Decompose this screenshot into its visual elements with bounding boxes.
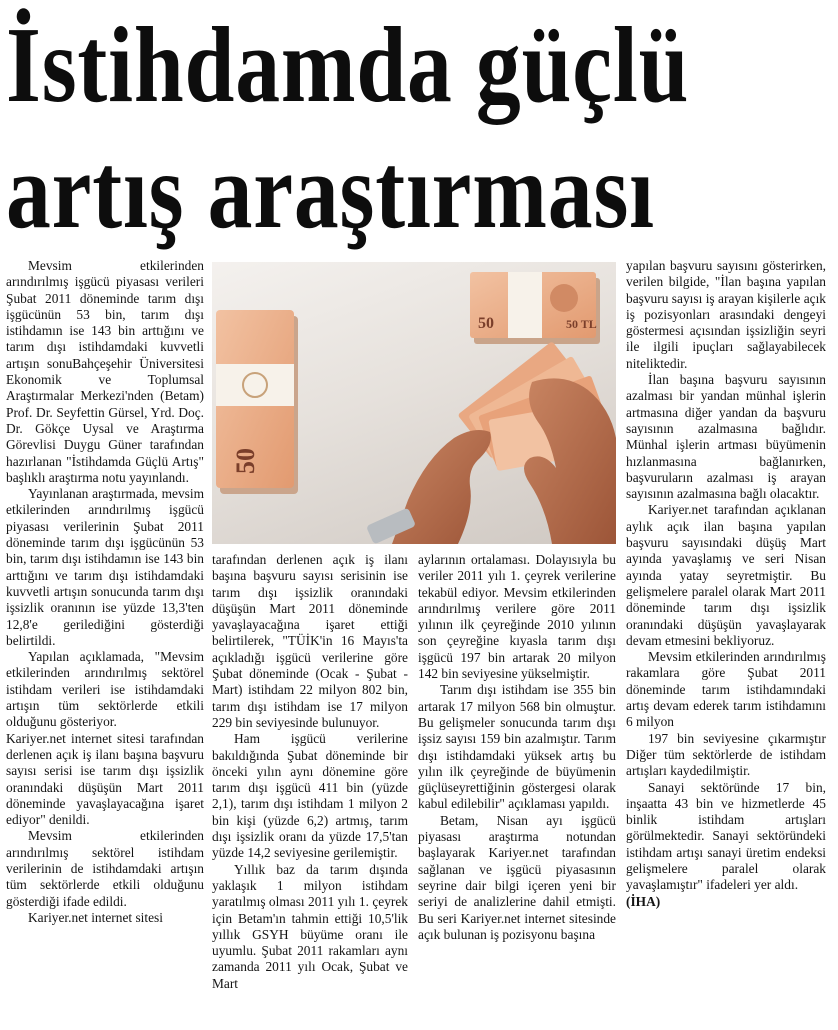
paragraph: Yıllık baz da tarım dışında yaklaşık 1 milyon istihdam yaratılmış olması 2011 yılı 1. çeyrek için Betam'ın tahmin ettiği 10,5'lik yıllık GSYH büyüme oranı ile uyumlu. Şubat 2011 rakamları aynı zamanda 2011 yılı Ocak, Şubat ve Mart bbox=[212, 861, 408, 991]
note-short-label: 50 TL bbox=[566, 317, 597, 331]
paragraph: 197 bin seviyesine çıkarmıştır Diğer tüm sektörlerde de istihdam artışları kaydedilmiştir. bbox=[626, 730, 826, 779]
headline-line-2: artış araştırması bbox=[6, 132, 655, 251]
note-denomination-label: 50 bbox=[231, 448, 260, 474]
paragraph: yapılan başvuru sayısını gösterirken, verilen bilgide, "İlan başına yapılan başvuru sayısı iş arayan kişilerle açık iş pozisyonları arasındaki dengeyi göstermesi açısından işsizliğin seyri ile ilgili ipuçları sağlayabilecek niteliktedir. bbox=[626, 258, 826, 371]
money-counting-photo bbox=[212, 262, 616, 544]
paragraph: İlan başına başvuru sayısının azalması bir yandan münhal işlerin artmasına diğer yandan da başvuru sayısının azalmasına bağlıdır. Münhal işlerin artması büyümenin hızlanmasına bağlanırken, başvuruların azalması iş arayan sayısının azalmasına bağlı olacaktır. bbox=[626, 372, 826, 502]
paragraph: Ham işgücü verilerine bakıldığında Şubat döneminde bir önceki yılın aynı dönemine göre tarım dışı işgücü 411 bin (yüzde 2,1), tarım dışı istihdam 1 milyon 2 bin kişi (yüzde 6,2) artmış, tarım dışı işsizlik oranı da yüzde 17,5'tan yüzde 14,2 seviyesine gerilemiştir. bbox=[212, 731, 408, 861]
paragraph: Mevsim etkilerinden arındırılmış sektörel istihdam verilerinin de istihdamdaki artışın tüm sektörlerde etkili olduğunu gösterdiği ifade edildi. bbox=[6, 828, 204, 909]
article-column-2 bbox=[212, 552, 408, 1028]
paragraph: Kariyer.net internet sitesi bbox=[28, 909, 163, 925]
paragraph: Sanayi sektöründe 17 bin, inşaatta 43 bin ve hizmetlerde 45 binlik istihdam artışları görülmektedir. Sanayi sektöründeki istihdam artışı sanayi üretim endeksi gelişmelere paralel olarak yavaşlamıştır" ifadeleri yer aldı. bbox=[626, 779, 826, 893]
article-column-3 bbox=[418, 552, 616, 1028]
paragraph: tarafından derlenen açık iş ilanı başına başvuru sayısı serisinin ise tarım dışı işsizlik oranındaki düşüşün Mart 2011 döneminde yavaşlayacağına işaret ettiği belirtilerek, "TÜİK'in 16 Mayıs'ta açıkladığı işgücü verilerine göre Şubat döneminde (Ocak - Şubat - Mart) istihdam 22 milyon 802 bin, tarım dışı istihdam ise 17 milyon 229 bin seviyesinde bulunuyor. bbox=[212, 552, 408, 730]
paragraph: aylarının ortalaması. Dolayısıyla bu veriler 2011 yılı 1. çeyrek verilerine tekabül ediyor. Mevsim etkilerinden arındırılmış verilere göre 2011 yılının ilk çeyreğinde 2010 yılının son çeyreğine kıyasla tarım dışı işgücü 197 bin artarak 20 milyon 142 bin seviyesine yükselmiştir. bbox=[418, 552, 616, 682]
article-column-1 bbox=[6, 258, 204, 1028]
note-denomination-label: 50 bbox=[478, 315, 494, 332]
left-banknote-stack bbox=[216, 310, 298, 494]
article-column-4 bbox=[626, 258, 826, 1028]
banknotes-illustration bbox=[212, 262, 616, 544]
paragraph: Betam, Nisan ayı işgücü piyasası araştırma notundan başlayarak Kariyer.net tarafından sağlanan ve işgücü piyasasının seyrine dair bilgi içeren yeni bir seriyi de analizlerine dahil etmişti. Bu seri Kariyer.net internet sitesinde açık bulunan iş pozisyonu başına bbox=[418, 812, 616, 942]
headline-line-1: İstihdamda güçlü bbox=[6, 6, 690, 125]
paragraph: Tarım dışı istihdam ise 355 bin artarak 17 milyon 568 bin olmuştur. Bu gelişmeler sonucunda tarım dışı işsiz sayısı 159 bin azalmıştır. Tarım dışı istihdamdaki yüksek artış bu yılın ilk çeyreğinde de büyümenin güçlüseyrettiğinin göstergesi olarak kabul edilebilir" açıklaması yapıldı. bbox=[418, 682, 616, 812]
paragraph: Mevsim etkilerinden arındırılmış işgücü piyasası verileri Şubat 2011 döneminde tarım dışı işgücünün 53 bin, tarım dışı istihdamın ise 143 bin arttığını ve tarım dışı istihdamdaki kuvvetli artışın sonuBahçeşehir Üniversitesi Ekonomik ve Toplumsal Araştırmalar Merkezi'nden (Betam) Prof. Dr. Seyfettin Gürsel, Yrd. Doç. Dr. Gökçe Uysal ve Araştırma Görevlisi Duygu Güner tarafından hazırlanan "İstihdamda Güçlü Artış" başlıklı araştırma notu yayınlandı. bbox=[6, 258, 204, 485]
paragraph: Kariyer.net tarafından açıklanan aylık açık ilan başına yapılan başvuru sayısındaki düşüş Mart ayında yavaşlamış ve seri Nisan ayında yatay seyretmiştir. Bu gelişmelere paralel olarak Mart 2011 döneminde tarım dışı işsizlik oranındaki düşüşün yavaşlayarak devam etmesini bekliyoruz. bbox=[626, 502, 826, 648]
byline: (İHA) bbox=[626, 893, 661, 909]
paragraph: Yayınlanan araştırmada, mevsim etkilerinden arındırılmış işgücü piyasası verilerinin Şubat 2011 döneminde tarım dışı işgücünün 53 bin, tarım dışı istihdamın ise 143 bin arttığını ve tarım dışı istihdamdaki kuvvetli artışın sonucunda tarım dışı işsizlik oranının ise yüzde 13,3'ten 12,8'e gerilediğini gösterdiği belirtildi. bbox=[6, 486, 204, 648]
paragraph: Kariyer.net internet sitesi tarafından derlenen açık iş ilanı başına başvuru sayısı serisi ise tarım dışı işsizlik oranındaki düşüşün Mart 2011 döneminde yavaşlayacağına işaret ediyor" denildi. bbox=[6, 730, 204, 828]
paragraph: Mevsim etkilerinden arındırılmış rakamlara göre Şubat 2011 döneminde tarım istihdamındaki artış devam ederek tarım istihdamını 6 milyon bbox=[626, 649, 826, 730]
paragraph: Yapılan açıklamada, "Mevsim etkilerinden arındırılmış sektörel istihdam verileri ise istihdamdaki artışın tüm sektörlerde etkili olduğunu gösteriyor. bbox=[6, 649, 204, 730]
top-banknote-stack bbox=[470, 272, 600, 344]
